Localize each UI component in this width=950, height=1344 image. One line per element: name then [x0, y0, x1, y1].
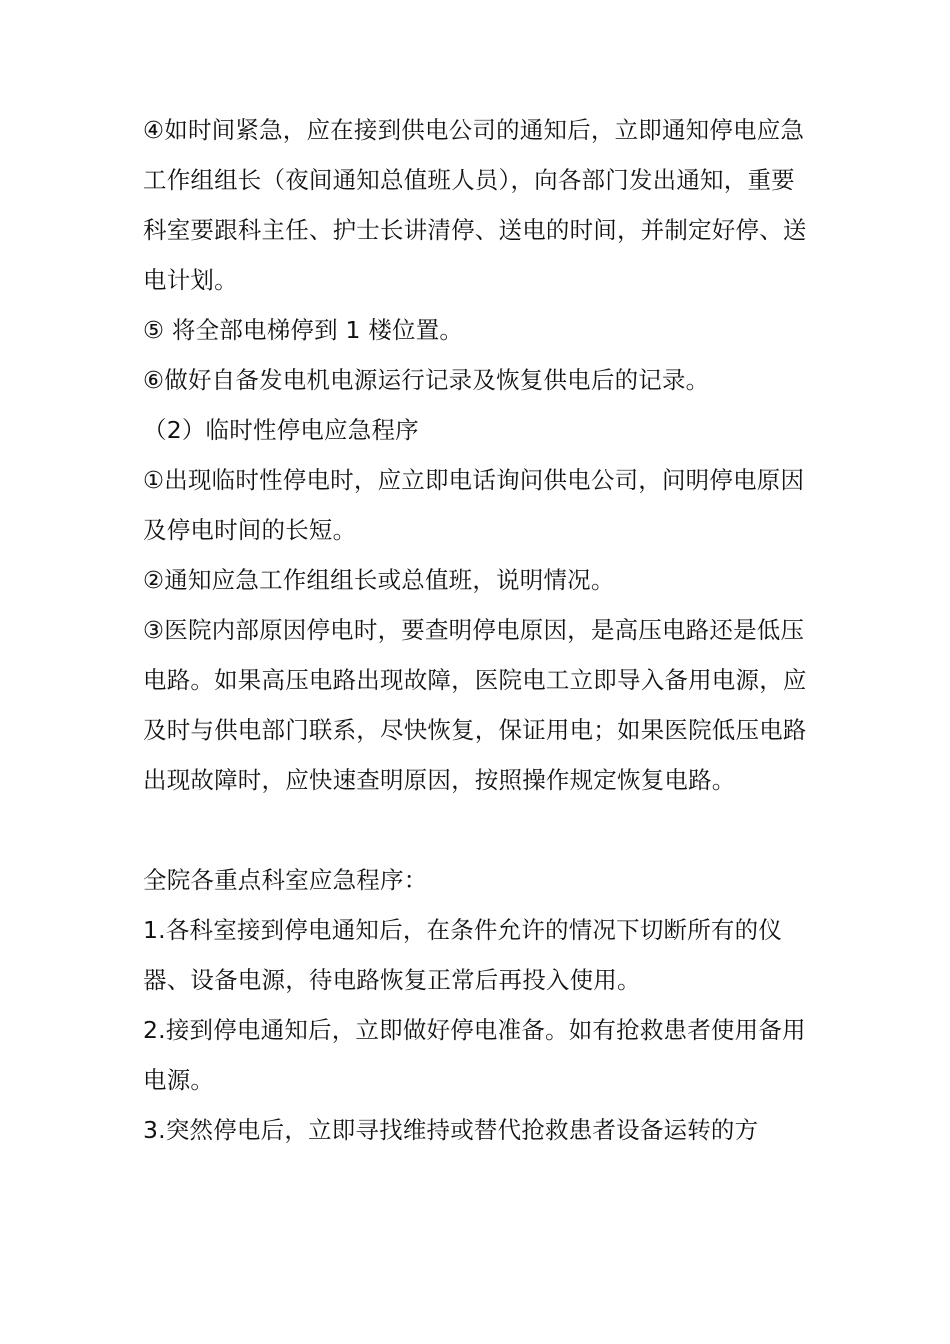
section-item-1: 1.各科室接到停电通知后，在条件允许的情况下切断所有的仪器、设备电源，待电路恢复正常后再投入使用。	[143, 916, 783, 994]
section-item-2: 2.接到停电通知后，立即做好停电准备。如有抢救患者使用备用电源。	[143, 1016, 806, 1094]
paragraph-item-1: ①出现临时性停电时，应立即电话询问供电公司，问明停电原因及停电时间的长短。	[143, 466, 805, 544]
document-body	[143, 105, 811, 1155]
section-title: 全院各重点科室应急程序：	[143, 866, 428, 894]
paragraph-item-5: ⑤ 将全部电梯停到 1 楼位置。	[143, 316, 464, 344]
paragraph-item-3: ③医院内部原因停电时，要查明停电原因，是高压电路还是低压电路。如果高压电路出现故障，医院电工立即导入备用电源，应及时与供电部门联系，尽快恢复，保证用电；如果医院低压电路出现故障时，应快速查明原因，按照操作规定恢复电路。	[143, 616, 807, 794]
subsection-heading: （2）临时性停电应急程序	[143, 416, 419, 444]
paragraph-item-2: ②通知应急工作组组长或总值班，说明情况。	[143, 566, 615, 594]
paragraph-item-4: ④如时间紧急，应在接到供电公司的通知后，立即通知停电应急工作组组长（夜间通知总值班人员），向各部门发出通知，重要科室要跟科主任、护士长讲清停、送电的时间，并制定好停、送电计划。	[143, 116, 807, 294]
section-item-3: 3.突然停电后，立即寻找维持或替代抢救患者设备运转的方	[143, 1116, 759, 1144]
paragraph-gap	[143, 805, 811, 855]
paragraph-item-6: ⑥做好自备发电机电源运行记录及恢复供电后的记录。	[143, 366, 710, 394]
